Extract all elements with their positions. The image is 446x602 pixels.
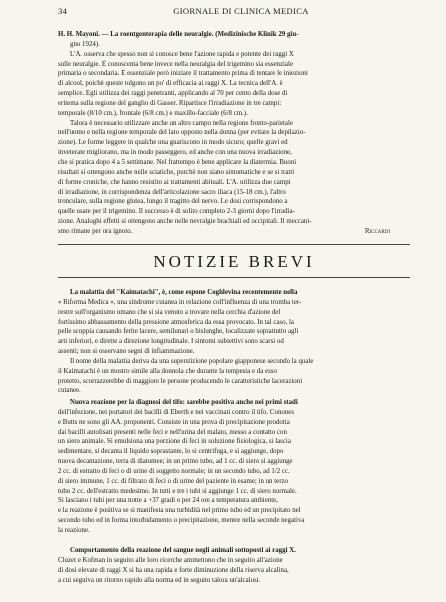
text-line: semplice. Egli utilizza dei raggi penetranti, applicando al 70 per cento della dose di [58,90,288,98]
text-line: risultati si ottengono anche nelle sciatiche, purchè non siano sintomatiche e se si tratti [58,168,295,176]
text-line: Si lasciano i tubi per una notte a +37 gradi o per 24 ore a temperatura ambiente, [58,497,278,505]
text-line: secondo tubo ed in forma intorbidamento o precipitazione, mentre nella seconde negativa [58,517,305,525]
text-line: di dosi elevate di raggi X si ha una rapida e forte diminuzione della riserva alcalina, [58,566,289,574]
text-line: 2 cc. di estratto di feci o di urine di soggetto normale; in un secondo tubo, ad 1/2 cc. [58,467,290,475]
text-line: dai bacilli autolisati presenti nelle feci e nell'urina del malato, messo a contatto con [58,428,287,436]
article-heading: La malattia del "Kaimatachi", è, come espone Coghlevina recentemente nella [70,289,298,296]
article-xray-blood [58,546,410,585]
text-line: di siero immune, 1 cc. di filtrato di feci o di urine del paziente in esame; in un terzo [58,477,288,485]
author-signature: Riccardi [364,227,390,235]
text-line: gno 1924). [70,40,100,48]
text-line: zione. Analoghi effetti si ottengono anche nelle nevralgie brachiali ed occipitali. Il meccani- [58,218,312,226]
text-line: cutanee. [58,387,81,395]
article-heading: Nuova reazione per la diagnosi del tifo: sarebbe positiva anche nei primi stadi [70,399,298,406]
text-line: inveterate migliorano, ma in modo passeggero, ed anche con una nuova irradiazione, [58,149,292,157]
text-line: smo rimane per ora ignoto. [58,227,133,235]
text-line: pelle scoppia causando ferite lacere, semilunari o bislunghe, localizzate soprattutto agli [58,328,299,336]
text-line: Talora è necessario utilizzare anche un altro campo nella regione fronto-parietale [70,119,293,127]
text-line: dell'infezione, nei portatori dei bacilli di Eberth e nei vaccinati contro il tifo. Conones [58,408,295,416]
text-line: Il nome della malattia deriva da una superstizione popolare giapponese secondo la quale [70,357,314,365]
text-line: temporale (8/10 cm.), frontale (6/8 cm.) e maxillo-facciale (6/8 cm.). [58,109,248,117]
text-line: sulle neuralgie. È conoscenta bene invece nella neuralgia del trigemino sia essenziale [58,60,293,68]
journal-title: GIORNALE DI CLINICA MEDICA [173,6,309,16]
text-line: che si pratica dopo 4 a 5 settimane. Nel frattempo è bene applicare la diatermia. Buoni [58,158,297,166]
article-kaimatachi [58,288,410,396]
text-line: protetto, scorrazzerebbe di maggiore le persone producendo le caratteristiche lacerazioni [58,377,303,385]
text-line: tronculare, sulla regione glutea, lungo il tragitto del nervo. Le dosi corrispondono a [58,198,288,206]
text-line: sedimentare, si decanta il liquido soprastante, lo si centrifuga, e si aggiunge, dopo [58,448,284,456]
text-line: il Kaimatachi è un mostro simile alla donnola che durante la tempesta e da esso [58,367,277,375]
text-line: primaria o secondaria. È essenziale però iniziare il trattamento prima di tentare le iniezioni [58,70,308,78]
running-header [58,6,424,18]
article-heading: H. H. Mayoni. — La roentgenterapia delle neuralgie. (Medizinische Klinik 29 giu- [58,31,299,38]
text-line: la reazione. [58,526,90,534]
text-line: Cluzet e Kofman in seguito alle loro ricerche ammettono che in seguito all'azione [58,556,283,564]
section-divider-bottom [58,277,410,278]
section-title: NOTIZIE BREVI [153,252,315,271]
text-line: « Riforma Medica », una sindrome cutanea in relazione coll'influenza di una tromba ter- [58,298,302,306]
text-line: e la reazione è positiva se si manifesta una turbidità nel primo tubo ed un precipitato nel [58,507,301,515]
text-line: arti inferiori, e dirette a direzione longitudinale. I sintomi subiettivi sono scarsi od [58,338,284,346]
text-line: quelle usate per il trigemino. Il successo è di solito completo 2-3 giorni dopo l'irradia- [58,208,295,216]
text-line: di irradiazione, in corrispondenza dell'articolazione sacro iliaca (15-18 cm.), l'altro [58,188,286,196]
text-line: nuova decantazione, terra di diatomee; in un primo tubo, ad 1 cc. di siero si aggiunge [58,458,293,466]
section-divider-top [58,244,410,245]
text-line: di alcool, poichè queste tolgono un po' di efficacia ai raggi X. La tecnica dell'A. è [58,80,283,88]
text-line: a cui seguiva un ritorno rapido alla norma ed in seguito talora un'alcalosi. [58,576,261,584]
text-line: L'A. osserva che spesso non si conosce bene l'azione rapida e potente dei raggi X [70,50,294,58]
article-roentgentherapy [58,30,410,237]
text-line: restre sull'organismo umano che si sia venuto a trovare nella cerchia d'azione del [58,308,281,316]
text-line: assenti; non si osservano segni di infiammazione. [58,348,195,356]
text-line: fortissimo abbassamento della pressione atmosferica da essa provocato. In tal caso, la [58,318,294,326]
text-line: eritema sulla regione del ganglio di Gasser. Ripartisce l'irradiazione in tre campi: [58,99,282,107]
text-line: tubo 2 cc. dell'estratto medesimo. In tutti e tre i tubi si aggiunge 1 cc. di siero normale. [58,487,297,495]
text-line: e Butts ne sono gli AA. proponenti. Consiste in una prova di precipitazione prodotta [58,418,290,426]
text-line: di forme croniche, che hanno resistito ai trattamenti abituali. L'A. utilizza due campi [58,178,291,186]
text-line: zione). Le forme leggere in qualche una guariscono in modo sicuro; quelle gravi ed [58,139,288,147]
page-number: 34 [58,6,68,16]
text-line: un siero animale. Si emulsiona una porzione di feci in soluzione fisiologica, si lascia [58,438,291,446]
text-line: nell'uomo e nella regione temporale del lato opposto nella donna (per evitare la depilazio- [58,129,306,137]
article-heading: Comportamento della reazione del sangue negli animali sottoposti ai raggi X. [70,547,296,554]
article-typhoid-test [58,398,410,536]
